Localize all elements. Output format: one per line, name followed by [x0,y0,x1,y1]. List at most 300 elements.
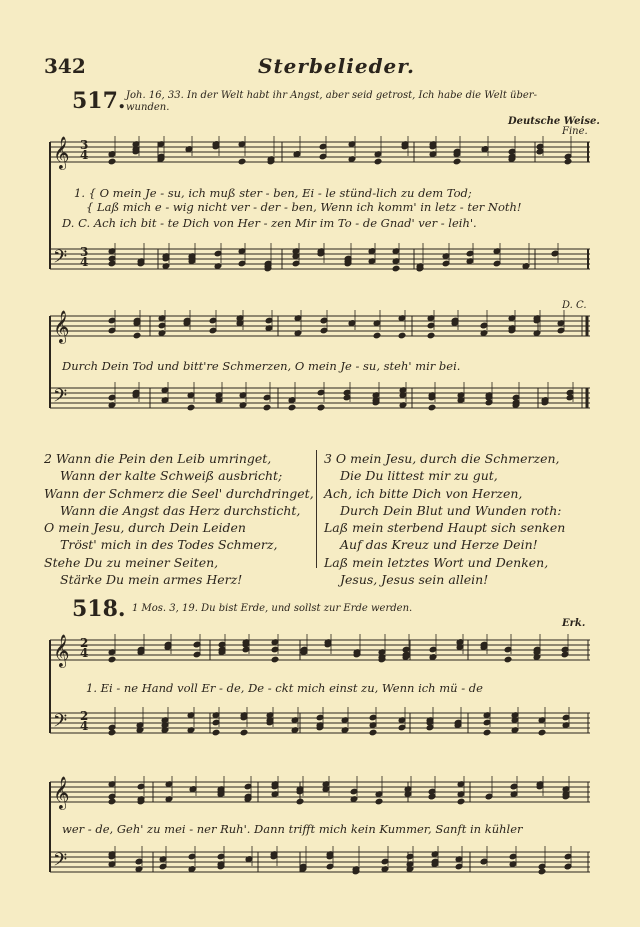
note-head [108,151,116,158]
note-head [317,250,325,257]
note-head [300,646,308,653]
note-head [137,646,145,653]
note-head [159,856,167,863]
note-head [132,141,140,148]
note-head [108,851,116,858]
note-head [165,781,173,788]
note-head [299,863,307,870]
note-head [341,717,349,724]
svg-text:𝄞: 𝄞 [53,310,70,343]
note-head [493,248,501,255]
note-head [187,404,195,411]
hymn-518-lyric-line2: wer - de, Geh' zu mei - ner Ruh'. Dann trifft mich kein Kummer, Sanft in kühler [62,822,523,836]
note-head [453,158,461,165]
note-head [454,719,462,726]
hymn-517-lyric-line4: Durch Dein Tod und bitt're Schmerzen, O mein Je - su, steh' mir bei. [62,359,461,373]
note-head [451,317,459,324]
note-head [533,646,541,653]
note-head [480,641,488,648]
time-signature-517-bass: 3 4 [80,245,89,269]
note-head [348,141,356,148]
note-head [504,646,512,653]
note-head [536,148,544,155]
note-head [375,791,383,798]
note-head [193,641,201,648]
note-head [551,250,559,257]
note-head [562,793,570,800]
note-head [164,644,172,651]
note-head [320,317,328,324]
note-head [137,649,145,656]
note-head [239,392,247,399]
note-head [508,148,516,155]
note-head [217,863,225,870]
note-head [562,791,570,798]
note-head [511,717,519,724]
page-title: Sterbelieder. [258,54,415,78]
note-head [381,858,389,865]
note-head [428,404,436,411]
note-head [293,151,301,158]
note-head [536,783,544,790]
note-head [369,714,377,721]
note-head [161,722,169,729]
note-head [512,402,520,409]
note-head [522,263,530,270]
note-head [480,858,488,865]
note-head [510,783,518,790]
note-head [218,641,226,648]
note-head [373,320,381,327]
note-head [271,791,279,798]
note-head [538,868,546,875]
note-head [322,781,330,788]
note-head [428,793,436,800]
note-head [164,641,172,648]
note-head [271,781,279,788]
hymn-518-lyric-line1: 1. Ei - ne Hand voll Er - de, De - ckt mich einst zu, Wenn ich mü - de [86,681,483,695]
note-head [292,248,300,255]
note-head [512,399,520,406]
note-head [296,788,304,795]
note-head [108,656,116,663]
note-head [317,248,325,255]
note-head [431,861,439,868]
note-head [428,394,436,401]
note-head [137,798,145,805]
note-head [406,866,414,873]
note-head [533,317,541,324]
dc-marking: D. C. [562,300,587,311]
note-head [108,327,116,334]
note-head [480,322,488,329]
note-head [348,156,356,163]
note-head [457,397,465,404]
note-head [511,712,519,719]
note-head [392,248,400,255]
note-head [317,404,325,411]
note-head [132,146,140,153]
note-head [344,258,352,265]
note-head [217,786,225,793]
note-head [398,315,406,322]
note-head [378,656,386,663]
note-head [485,394,493,401]
note-head [429,646,437,653]
note-head [536,781,544,788]
note-head [187,712,195,719]
note-head [271,656,279,663]
note-head [242,639,250,646]
note-head [244,793,252,800]
note-head [350,788,358,795]
note-head [242,641,250,648]
note-head [368,248,376,255]
note-head [188,253,196,260]
note-head [451,317,459,324]
note-head [341,727,349,734]
note-head [541,399,549,406]
note-head [480,644,488,651]
note-head [108,724,116,731]
note-head [266,717,274,724]
note-head [317,250,325,257]
note-head [456,639,464,646]
note-head [466,250,474,257]
note-head [483,712,491,719]
note-head [372,392,380,399]
note-head [344,260,352,267]
note-head [108,793,116,800]
note-head [296,798,304,805]
note-head [369,722,377,729]
note-head [426,724,434,731]
note-head [522,263,530,270]
note-head [264,263,272,270]
note-head [416,265,424,272]
note-head [352,866,360,873]
note-head [218,646,226,653]
note-head [426,719,434,726]
note-head [157,156,165,163]
note-head [320,317,328,324]
note-head [263,394,271,401]
note-head [508,153,516,160]
note-head [416,265,424,272]
hymn-517-stanza-3: 3 O mein Jesu, durch die Schmerzen, Die Du littest mir zu gut, Ach, ich bitte Dich von Herzen, Durch Dein Blut und Wunden roth: Laß mein sterbend Haupt sich senken Auf das Kreuz und Herze Dein! Laß mein letztes Wort und Denken, Jesus, Jesus sein allein! [324,451,566,588]
note-head [326,851,334,858]
note-head [270,853,278,860]
note-head [238,158,246,165]
hymn-number-518: 518. [72,596,126,622]
note-head [214,263,222,270]
note-head [132,148,140,155]
note-head [266,712,274,719]
note-head [157,153,165,160]
hymn-517-stanza-2: 2 Wann die Pein den Leib umringet, Wann der kalte Schweiß ausbricht; Wann der Schmerz die Seel' durchdringet, Wann die Angst das Herz durchsticht, O mein Jesu, durch Dein Leiden Tröst' mich in des Todes Schmerz, Stehe Du zu meiner Seiten, Stärke Du mein armes Herz! [44,451,314,588]
note-head [317,389,325,396]
note-head [352,868,360,875]
note-head [236,320,244,327]
note-head [212,719,220,726]
note-head [562,722,570,729]
note-head [561,651,569,658]
note-head [378,649,386,656]
note-head [562,714,570,721]
note-head [509,853,517,860]
note-head [264,260,272,267]
hymn-517-lyric-line1: 1. { O mein Je - su, ich muß ster - ben, Ei - le stünd-lich zu dem Tod; [74,186,472,200]
note-head [133,317,141,324]
note-head [183,317,191,324]
note-head [263,404,271,411]
note-head [508,315,516,322]
note-head [317,404,325,411]
note-head [108,248,116,255]
note-head [533,649,541,656]
note-head [483,719,491,726]
note-head [406,861,414,868]
note-head [566,389,574,396]
note-head [483,729,491,736]
note-head [533,315,541,322]
note-head [493,260,501,267]
note-head [292,260,300,267]
note-head [133,320,141,327]
time-signature-518-bass: 2 4 [80,709,89,733]
hymn-517-tune-name: Deutsche Weise. [508,116,600,127]
note-head [108,158,116,165]
svg-text:𝄢: 𝄢 [53,850,68,875]
note-head [562,786,570,793]
note-head [217,791,225,798]
note-head [245,856,253,863]
note-head [108,729,116,736]
note-head [187,392,195,399]
note-head [406,853,414,860]
note-head [453,148,461,155]
note-head [189,786,197,793]
note-head [212,141,220,148]
note-head [161,387,169,394]
note-head [426,717,434,724]
note-head [212,729,220,736]
note-head [429,141,437,148]
note-head [538,717,546,724]
svg-text:𝄞: 𝄞 [53,776,70,809]
hymn-518-tune-name: Erk. [562,618,586,629]
note-head [451,320,459,327]
note-head [324,641,332,648]
note-head [108,317,116,324]
note-head [456,639,464,646]
note-head [551,250,559,257]
note-head [454,722,462,729]
note-head [557,327,565,334]
note-head [188,853,196,860]
note-head [442,253,450,260]
note-head [188,255,196,262]
note-head [402,654,410,661]
note-head [533,330,541,337]
note-head [189,786,197,793]
note-head [193,641,201,648]
note-head [538,729,546,736]
note-head [165,796,173,803]
note-head [136,722,144,729]
note-head [294,315,302,322]
note-head [162,255,170,262]
note-head [135,866,143,873]
note-head [288,397,296,404]
note-head [108,402,116,409]
note-head [353,651,361,658]
note-head [292,253,300,260]
note-head [399,387,407,394]
note-head [271,783,279,790]
note-head [322,786,330,793]
note-head [316,714,324,721]
note-head [368,248,376,255]
note-head [536,143,544,150]
note-head [288,404,296,411]
note-head [348,320,356,327]
note-head [264,265,272,272]
note-head [481,146,489,153]
note-head [429,654,437,661]
note-head [428,793,436,800]
note-head [161,717,169,724]
svg-text:𝄢: 𝄢 [53,247,68,272]
note-head [137,796,145,803]
note-head [429,151,437,158]
hymn-517-reference-line1: Joh. 16, 33. In der Welt habt ihr Angst, aber seid getrost, Ich habe die Welt über- [126,90,537,101]
note-head [557,320,565,327]
note-head [457,392,465,399]
note-head [188,258,196,265]
note-head [511,727,519,734]
note-head [348,320,356,327]
note-head [541,397,549,404]
note-head [481,146,489,153]
note-head [457,798,465,805]
note-head [353,649,361,656]
note-head [183,320,191,327]
note-head [188,866,196,873]
note-head [316,722,324,729]
note-head [217,861,225,868]
note-head [157,141,165,148]
note-head [108,649,116,656]
note-head [416,263,424,270]
note-head [343,394,351,401]
note-head [485,392,493,399]
note-head [399,402,407,409]
note-head [350,796,358,803]
note-head [564,153,572,160]
note-head [431,851,439,858]
note-head [267,156,275,163]
note-head [108,255,116,262]
note-head [536,148,544,155]
note-head [404,791,412,798]
note-head [158,315,166,322]
note-head [510,791,518,798]
note-head [319,153,327,160]
note-head [238,248,246,255]
note-head [442,260,450,267]
note-head [217,853,225,860]
note-head [508,156,516,163]
note-head [214,250,222,257]
note-head [381,866,389,873]
note-head [193,651,201,658]
note-head [271,646,279,653]
note-head [485,793,493,800]
note-head [294,330,302,337]
note-head [240,712,248,719]
note-head [319,143,327,150]
note-head [374,151,382,158]
note-head [399,392,407,399]
note-head [240,714,248,721]
note-head [108,781,116,788]
page-number: 342 [44,54,86,78]
note-head [480,322,488,329]
note-head [136,727,144,734]
note-head [485,399,493,406]
note-head [392,265,400,272]
note-head [244,783,252,790]
note-head [137,258,145,265]
note-head [108,798,116,805]
note-head [368,258,376,265]
note-head [240,729,248,736]
note-head [217,788,225,795]
note-head [428,788,436,795]
note-head [236,315,244,322]
fine-marking: Fine. [562,126,588,137]
note-head [398,717,406,724]
note-head [453,151,461,158]
note-head [236,320,244,327]
note-head [564,853,572,860]
note-head [466,258,474,265]
note-head [271,639,279,646]
note-head [135,858,143,865]
note-head [162,253,170,260]
note-head [533,654,541,661]
note-head [161,727,169,734]
note-head [429,143,437,150]
note-head [401,143,409,150]
note-head [212,141,220,148]
note-head [326,853,334,860]
note-head [457,791,465,798]
note-head [108,151,116,158]
note-head [401,141,409,148]
note-head [215,397,223,404]
note-head [510,783,518,790]
hymn-517-lyric-line3: D. C. Ach ich bit - te Dich von Her - zen Mir im To - de Gnad' ver - leih'. [62,216,477,230]
note-head [137,783,145,790]
note-head [133,332,141,339]
note-head [564,863,572,870]
note-head [372,397,380,404]
note-head [427,322,435,329]
note-head [504,656,512,663]
note-head [508,325,516,332]
